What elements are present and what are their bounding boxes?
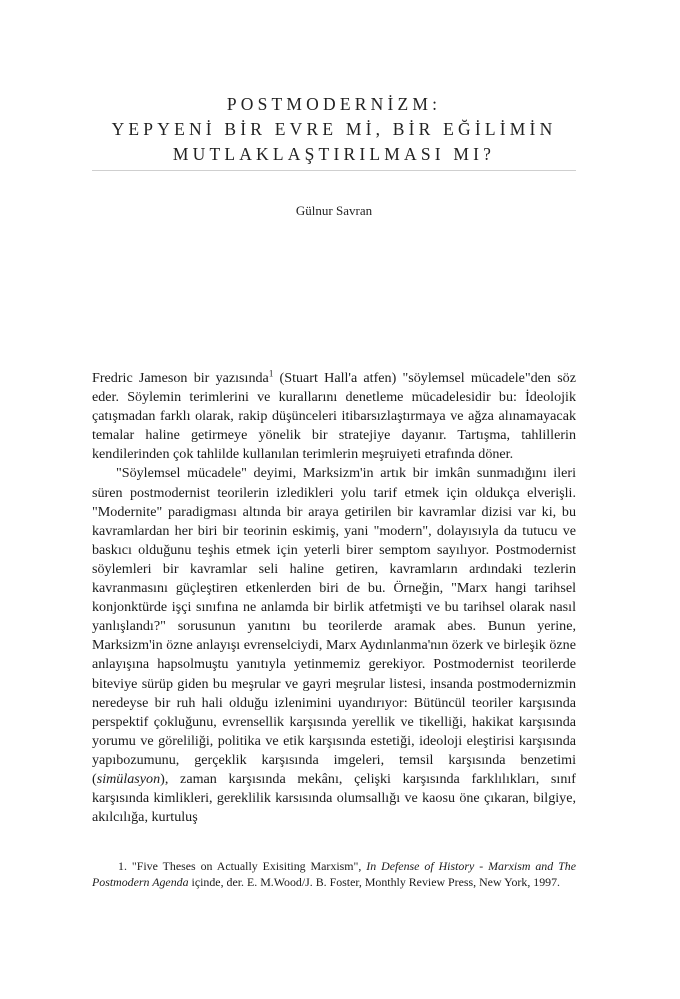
article-body <box>92 369 576 827</box>
paragraph-1-text-a: Fredric Jameson bir yazısında <box>92 370 269 386</box>
footnote-1 <box>92 858 576 890</box>
paragraph-2-italic-term: simülasyon <box>96 770 161 787</box>
paragraph-2-text-a: "Söylemsel mücadele" deyimi, Marksizm'in artık bir imkân sunmadığını ileri süren postmodernist teorilerin izledikleri yolu tarif etmek için oldukça elverişli. "Modernite" paradigması altında bir araya getirilen bir kavramlar dizisi var ki, bu kavramlardan her biri bir teorinin eskimiş, yani "modern", dolayısıyla da tutucu ve baskıcı olduğunu teşhis etmek için yeterli birer semptom sayılıyor. Postmodernist söylemleri bir kavramlar seli haline getiren, kavramların ardındaki tezlerin kavranmasını güçleştiren etkenlerden biri de bu. Örneğin, "Marx hangi tarihsel konjonktürde işçi sınıfına ne anlamda bir birlik atfetmişti ve bu tarihsel olarak nasıl yanlışlandı?" sorusunun yanıtını bu teorilerde aramak abes. Bunun yerine, Marksizm'in özne anlayışı evrenselciydi, Marx Aydınlanma'nın özerk ve birleşik özne anlayışına hapsolmuştu yanıtıyla yetinmemiz gerekiyor. Postmodernist teorilerde biteviye sürüp giden bu meşrular ve gayri meşrular listesi, insanda postmodernizmin neredeyse bir ruh hali olduğu izlenimini uyandırıyor: Bütüncül teoriler karşısında perspektif çokluğunu, evrensellik karşısında yerellik ve tikelliği, hakikat karşısında yorumu ve göreliliği, politika ve etik karşısında estetiği, ideoloji eleştirisi karşısında yapıbozumunu, gerçeklik karşısında imgeleri, temsil karşısında benzetimi ( <box>92 465 576 787</box>
footnote-reference[interactable]: 1 <box>268 368 274 379</box>
title-line-1: POSTMODERNİZM: <box>226 94 442 114</box>
author-name: Gülnur Savran <box>295 203 373 218</box>
paragraph-2 <box>92 464 576 827</box>
title-divider <box>92 170 576 171</box>
paragraph-1 <box>92 369 576 464</box>
title-line-3: MUTLAKLAŞTIRILMASI MI? <box>172 144 496 164</box>
footnote-text-a: 1. "Five Theses on Actually Exisiting Marxism", <box>118 859 367 873</box>
article-title <box>92 92 576 167</box>
title-line-2: YEPYENİ BİR EVRE Mİ, BİR EĞİLİMİN <box>111 119 557 139</box>
paragraph-1-text-b: (Stuart Hall'a atfen) "söylemsel mücadele"den söz eder. Söylemin terimlerini ve kurallarını denetleme mücadelesidir bu: İdeolojik çatışmadan farklı olarak, rakip düşünceleri itibarsızlaştırmaya ve ağza alınamayacak temalar haline getirmeye yönelik bir stratejiye dayanır. Tartışma, tahlillerin kendilerinden çok tahlilde kullanılan terimlerin meşruiyeti etrafında döner. <box>92 370 576 463</box>
paragraph-2-text-b: ), zaman karşısında mekânı, çelişki karşısında farklılıkları, sınıf karşısında kimlikleri, gereklilik karsısında olumsallığı ve kaosu öne çıkaran, bilgiye, akılcılığa, kurtuluş <box>92 770 576 826</box>
footnote-book-title: In Defense of History - Marxism and The Postmodern Agenda <box>92 859 576 889</box>
footnote-text-b: içinde, der. E. M.Wood/J. B. Foster, Monthly Review Press, New York, 1997. <box>188 875 561 889</box>
footnote <box>92 858 576 890</box>
